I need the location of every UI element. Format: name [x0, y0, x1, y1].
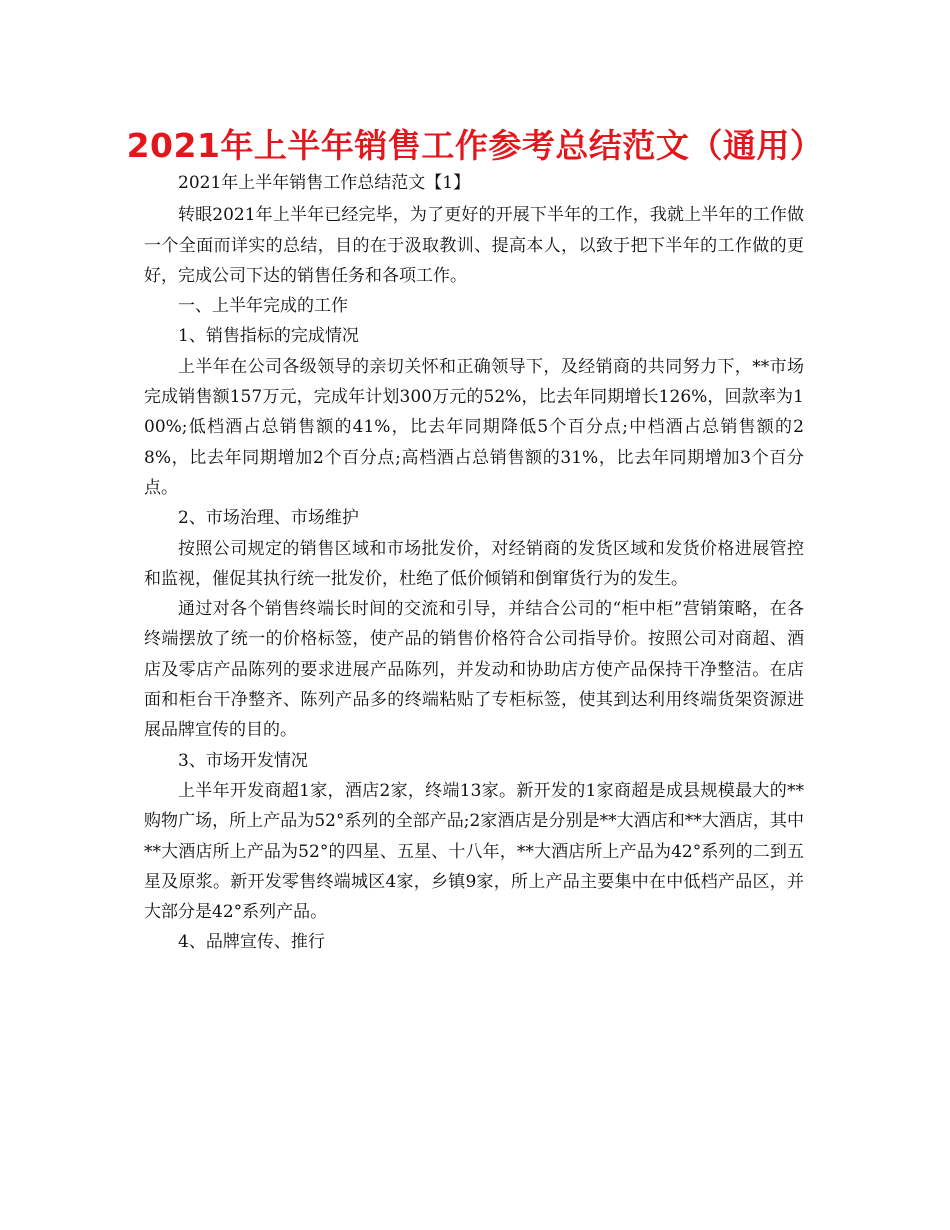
- terminal-communication-paragraph: 通过对各个销售终端长时间的交流和引导，并结合公司的“柜中柜”营销策略，在各终端摆放了统一的价格标签，使产品的销售价格符合公司指导价。按照公司对商超、酒店及零店产品陈列的要求进展产品陈列，并发动和协助店方使产品保持干净整洁。在店面和柜台干净整齐、陈列产品多的终端粘贴了专柜标签，使其到达利用终端货架资源进展品牌宣传的目的。: [144, 599, 804, 741]
- intro-paragraph: 转眼2021年上半年已经完毕，为了更好的开展下半年的工作，我就上半年的工作做一个全面而详实的总结，目的在于汲取教训、提高本人，以致于把下半年的工作做的更好，完成公司下达的销售任务和各项工作。: [144, 205, 804, 286]
- document-title: 2021年上半年销售工作参考总结范文（通用）: [126, 126, 824, 165]
- subsection-heading-2: 2、市场治理、市场维护: [178, 508, 359, 529]
- subsection-heading-1: 1、销售指标的完成情况: [178, 326, 359, 347]
- sales-target-paragraph: 上半年在公司各级领导的亲切关怀和正确领导下，及经销商的共同努力下，**市场完成销售额157万元，完成年计划300万元的52%，比去年同期增长126%，回款率为100%;低档酒占总销售额的41%，比去年同期降低5个百分点;中档酒占总销售额的28%，比去年同期增加2个百分点;高档酒占总销售额的31%，比去年同期增加3个百分点。: [144, 356, 804, 498]
- subsection-heading-3: 3、市场开发情况: [178, 750, 308, 771]
- subtitle-paragraph: 2021年上半年销售工作总结范文【1】: [178, 173, 471, 193]
- section-heading-1: 一、上半年完成的工作: [178, 296, 348, 317]
- market-development-paragraph: 上半年开发商超1家，酒店2家，终端13家。新开发的1家商超是成县规模最大的**购物广场，所上产品为52°系列的全部产品;2家酒店是分别是**大酒店和**大酒店，其中**大酒店所上产品为52°的四星、五星、十八年，**大酒店所上产品为42°系列的二到五星及原浆。新开发零售终端城区4家，乡镇9家，所上产品主要集中在中低档产品区，并大部分是42°系列产品。: [144, 780, 804, 923]
- document-body: [144, 168, 804, 958]
- subsection-heading-4: 4、品牌宣传、推行: [178, 932, 325, 953]
- market-management-paragraph: 按照公司规定的销售区域和市场批发价，对经销商的发货区域和发货价格进展管控和监视，催促其执行统一批发价，杜绝了低价倾销和倒窜货行为的发生。: [144, 538, 804, 589]
